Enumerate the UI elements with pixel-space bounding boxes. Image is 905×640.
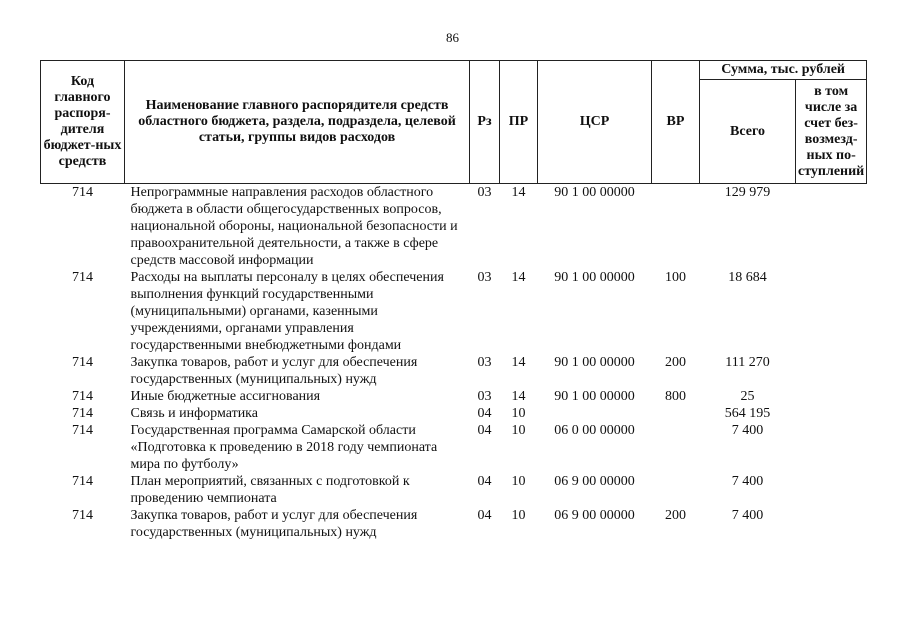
cell-vr xyxy=(652,184,700,270)
cell-free xyxy=(796,184,867,270)
cell-csr: 90 1 00 00000 xyxy=(554,389,635,404)
cell-name: Закупка товаров, работ и услуг для обеспечения государственных (муниципальных) нужд xyxy=(130,355,418,387)
table-row xyxy=(41,184,867,270)
cell-pr: 14 xyxy=(511,185,526,200)
header-rz: Рз xyxy=(470,61,500,184)
budget-table xyxy=(40,60,867,541)
cell-rz: 03 xyxy=(477,185,492,200)
cell-code: 714 xyxy=(72,355,93,370)
header-sum: Сумма, тыс. рублей xyxy=(700,61,867,80)
cell-csr: 06 9 00 00000 xyxy=(554,508,635,523)
cell-csr xyxy=(538,405,652,422)
cell-vr: 200 xyxy=(665,355,686,370)
cell-total: 7 400 xyxy=(731,508,764,523)
cell-vr xyxy=(652,473,700,507)
cell-free xyxy=(796,354,867,388)
table-row xyxy=(41,354,867,388)
table-row xyxy=(41,473,867,507)
cell-free xyxy=(796,422,867,473)
cell-name: Непрограммные направления расходов областного бюджета в области общегосударственных вопросов, национальной обороны, национальной безопасности и правоохранительной деятельности, а также в сфере средств массовой информации xyxy=(130,185,458,268)
cell-rz: 04 xyxy=(477,508,492,523)
cell-csr: 90 1 00 00000 xyxy=(554,270,635,285)
cell-csr: 90 1 00 00000 xyxy=(554,355,635,370)
table-row xyxy=(41,269,867,354)
cell-name: Связь и информатика xyxy=(130,406,258,421)
cell-total: 129 979 xyxy=(724,185,771,200)
cell-pr: 10 xyxy=(511,423,526,438)
table-row xyxy=(41,422,867,473)
cell-code: 714 xyxy=(72,423,93,438)
cell-rz: 04 xyxy=(477,406,492,421)
table-row xyxy=(41,405,867,422)
cell-code: 714 xyxy=(72,474,93,489)
cell-total: 7 400 xyxy=(731,423,764,438)
cell-name: План мероприятий, связанных с подготовкой к проведению чемпионата xyxy=(130,474,410,506)
cell-vr xyxy=(652,405,700,422)
cell-rz: 04 xyxy=(477,423,492,438)
cell-csr: 06 9 00 00000 xyxy=(554,474,635,489)
cell-vr: 200 xyxy=(665,508,686,523)
cell-rz: 04 xyxy=(477,474,492,489)
cell-name: Государственная программа Самарской области «Подготовка к проведению в 2018 году чемпионата мира по футболу» xyxy=(130,423,438,472)
cell-vr: 800 xyxy=(665,389,686,404)
header-total: Всего xyxy=(700,80,796,184)
cell-free xyxy=(796,507,867,541)
cell-free xyxy=(796,473,867,507)
table-header xyxy=(41,61,867,184)
cell-code: 714 xyxy=(72,508,93,523)
cell-code: 714 xyxy=(72,270,93,285)
cell-pr: 14 xyxy=(511,270,526,285)
cell-rz: 03 xyxy=(477,355,492,370)
header-code: Код главного распоря-дителя бюджет-ных средств xyxy=(41,61,125,184)
cell-vr: 100 xyxy=(665,270,686,285)
table-row xyxy=(41,507,867,541)
cell-pr: 14 xyxy=(511,389,526,404)
cell-pr: 10 xyxy=(511,508,526,523)
cell-pr: 10 xyxy=(511,406,526,421)
cell-pr: 10 xyxy=(511,474,526,489)
cell-code: 714 xyxy=(72,389,93,404)
table-body xyxy=(41,184,867,542)
table-row xyxy=(41,388,867,405)
cell-free xyxy=(796,405,867,422)
cell-csr: 90 1 00 00000 xyxy=(554,185,635,200)
cell-name: Иные бюджетные ассигнования xyxy=(130,389,321,404)
header-name: Наименование главного распорядителя средств областного бюджета, раздела, подраздела, целевой статьи, группы видов расходов xyxy=(125,61,470,184)
cell-total: 111 270 xyxy=(725,355,770,370)
cell-total: 25 xyxy=(740,389,755,404)
cell-total: 18 684 xyxy=(728,270,767,285)
cell-csr: 06 0 00 00000 xyxy=(554,423,635,438)
cell-rz: 03 xyxy=(477,389,492,404)
header-csr: ЦСР xyxy=(538,61,652,184)
cell-free xyxy=(796,269,867,354)
header-free: в том числе за счет без-возмезд-ных по-ступлений xyxy=(796,80,867,184)
cell-free xyxy=(796,388,867,405)
cell-code: 714 xyxy=(72,185,93,200)
cell-rz: 03 xyxy=(477,270,492,285)
cell-name: Закупка товаров, работ и услуг для обеспечения государственных (муниципальных) нужд xyxy=(130,508,418,540)
cell-name: Расходы на выплаты персоналу в целях обеспечения выполнения функций государственными (муниципальными) органами, казенными учреждениями, органами управления государственными внебюджетными фондами xyxy=(130,270,444,353)
cell-vr xyxy=(652,422,700,473)
header-pr: ПР xyxy=(500,61,538,184)
page-number: 86 xyxy=(446,30,459,45)
cell-pr: 14 xyxy=(511,355,526,370)
header-vr: ВР xyxy=(652,61,700,184)
cell-total: 564 195 xyxy=(724,406,771,421)
cell-total: 7 400 xyxy=(731,474,764,489)
cell-code: 714 xyxy=(72,406,93,421)
